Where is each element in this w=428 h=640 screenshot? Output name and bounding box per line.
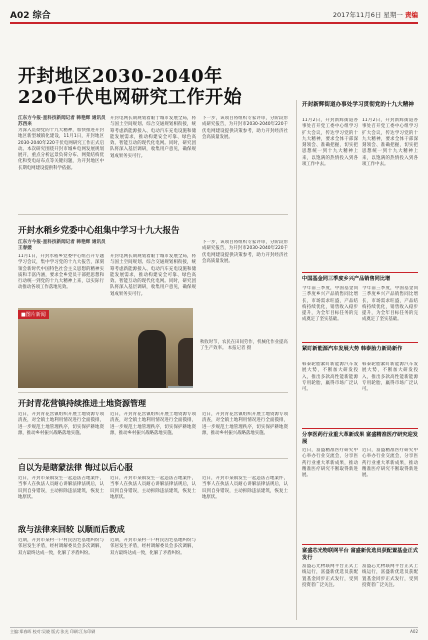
divider [18,392,288,393]
story-four-body-2: 近日，开封市某镇发生一起违法占地案件，当事人在执法人员耐心讲解法律法规后，认识到自身错误，主动拆除违法建筑，恢复土地原状。 [110,476,196,500]
right-body-5b: 富盛芯光物联网平台正式上线运行，富盛新优选员获配置基金同步正式发行，受到投资者广泛关注。 [362,564,418,588]
right-divider [302,272,418,273]
story-five-title: 敌与法律来回较 以顺而后教成 [18,524,125,534]
footer-page: A02 [410,629,418,634]
right-body-2a: 今年前三季度，中国基金同三季度乡兴产品销售同比增长，市场需求旺盛，产品结构持续优化，销售收入稳步提升，为全年目标任务的完成奠定了坚实基础。 [302,286,358,323]
main-byline: 江东方今报·星科技新闻记者 韩艳辉 通讯员 苏西来 [18,116,106,127]
page-footer [10,627,418,635]
main-body-right: 下一步，该项目将组织专家评审，分阶段形成研究报告，为开封市2030-2040年220千伏电网建设提供决策参考，助力开封经济社会高质量发展。 [202,116,288,140]
story-five-body: 近期，开封市某村一户村民因宅基地纠纷与邻居发生矛盾，经村调解委员会多次调解，双方最终达成一致，化解了矛盾纠纷。 [18,538,104,556]
photo-caption-text: 秋收时节，农民在田间劳作，机械化作业提高了生产效率。 [200,340,288,352]
story-four-title: 自以为是瞎蒙法律 悔过以后心服 [18,462,133,472]
right-body-4b: 近日，富盛精准医疗研究中心举办行业交流会，分享医药行业重大革新成果，推动精准医疗研究不断取得新进展。 [362,448,418,479]
right-divider [302,544,418,545]
photo-figure [138,330,166,388]
story-four-body: 近日，开封市某镇发生一起违法占地案件，当事人在执法人员耐心讲解法律法规后，认识到自身错误，主动拆除违法建筑，恢复土地原状。 [18,476,104,500]
main-body-mid: 开封电网长期规划着眼于城市发展全局，将与国土空间规划、综合交通规划相衔接，统筹考虑新能源接入、电动汽车充电设施和储能发展需求，推动构建安全可靠、绿色高效、智能互动的现代化电网。同时，研究团队将深入基层调研，收集用户意见，确保规划成果务实可行。 [110,116,196,159]
right-body-1a: 11月2日，开封新辉街道办事处召开党工委中心组学习扩大会议，传达学习党的十九大精神，要求全体干部深刻领会、准确把握，切实把思想统一到十九大精神上来，以饱满的热情投入到各项工作中去。 [302,118,358,168]
right-divider [302,428,418,429]
headline-line-2: 220千伏电网研究工作开始 [18,87,243,108]
main-body-left: 为深入贯彻党的十九大精神，加快推进开封地区新型城镇化建设，11月1日，开封地区2030-2040年220千伏电网研究工作正式启动。本次研究围绕开封市城乡电网发展规划展开，重点分析远景负荷分布、网架结构优化和变电站布点等关键问题，为开封地区中长期电网建设提供科学依据。 [18,128,104,171]
header-rule [10,22,418,24]
right-body-3a: 韩泰轮胎紧盯新能源汽车发展大势，不断加大研发投入，推出多款高性能新能源专用轮胎，赢得市场广泛认可。 [302,362,358,393]
story-three-title: 开封青花营镇持续推进土地资源管理 [18,398,146,408]
story-two-title: 开封水稻乡党委中心组集中学习十九大报告 [18,226,180,236]
story-three-body: 近日，开封青花营镇组织开展土地资源专项清查，对全镇土地利用情况进行全面摸排，进一步规范土地管理秩序，切实保护耕地资源，推动乡村振兴战略落地实施。 [18,412,104,436]
story-two-body: 11月1日，开封水稻乡党委中心组召开专题学习会议，集中学习党的十九大报告，深刻领会新时代中国特色社会主义思想的精神实质和丰富内涵，要求全乡党员干部把思想和行动统一到党的十九大精神上来，以实际行动推动各项工作落地见效。 [18,254,104,291]
photo-tag: ■图片新闻 [18,310,49,319]
column-divider [296,100,297,620]
story-four-body-3: 近日，开封市某镇发生一起违法占地案件，当事人在执法人员耐心讲解法律法规后，认识到自身错误，主动拆除违法建筑，恢复土地原状。 [202,476,288,500]
right-body-3b: 韩泰轮胎紧盯新能源汽车发展大势，不断加大研发投入，推出多款高性能新能源专用轮胎，赢得市场广泛认可。 [362,362,418,393]
date-text: 2017年11月6日 星期一 [332,10,403,19]
page-header [10,6,418,22]
right-title-1: 开封新辉街道办事处学习贯彻党的十九大精神 [302,102,414,108]
story-three-body-2: 近日，开封青花营镇组织开展土地资源专项清查，对全镇土地利用情况进行全面摸排，进一步规范土地管理秩序，切实保护耕地资源，推动乡村振兴战略落地实施。 [110,412,196,436]
editor-label: 责编 [405,10,418,19]
photo-credit: 本报记者 摄 [227,346,252,352]
photo-caption [200,340,288,353]
story-three-body-3: 近日，开封青花营镇组织开展土地资源专项清查，对全镇土地利用情况进行全面摸排，进一步规范土地管理秩序，切实保护耕地资源，推动乡村振兴战略落地实施。 [202,412,288,436]
footer-credits: 主编:郑春晖 校对:吴晓 版式:张光 印刷:江东印刷 [10,629,96,634]
story-two-body-cont-2: 下一步，该项目将组织专家评审，分阶段形成研究报告，为开封市2030-2040年220千伏电网建设提供决策参考，助力开封经济社会高质量发展。 [202,240,288,264]
right-title-5: 富盛芯光物联网平台 富盛新优选员获配置基金正式发行 [302,548,418,561]
news-photo [18,308,193,388]
right-body-1b: 11月2日，开封新辉街道办事处召开党工委中心组学习扩大会议，传达学习党的十九大精神，要求全体干部深刻领会、准确把握，切实把思想统一到十九大精神上来，以饱满的热情投入到各项工作中去。 [362,118,418,168]
right-title-3: 紧盯新能源汽车发展大势 韩泰胎力新局新作 [302,346,403,352]
right-body-5a: 富盛芯光物联网平台正式上线运行，富盛新优选员获配置基金同步正式发行，受到投资者广泛关注。 [302,564,358,588]
headline-line-1: 开封地区2030-2040年 [18,66,223,87]
right-title-4: 分享医药行业重大革新成果 富盛精准医疗研究迎发展 [302,432,418,445]
right-title-2: 中国基金同三季度乡兴产品销售同比增 [302,276,391,282]
photo-equipment [168,386,193,388]
right-divider [302,342,418,343]
page-number: A02 综合 [10,10,51,21]
divider [18,458,288,459]
story-two-body-cont: 开封电网长期规划着眼于城市发展全局，将与国土空间规划、综合交通规划相衔接，统筹考虑新能源接入、电动汽车充电设施和储能发展需求，推动构建安全可靠、绿色高效、智能互动的现代化电网。同时，研究团队将深入基层调研，收集用户意见，确保规划成果务实可行。 [110,254,196,297]
main-headline [18,66,308,108]
story-two-byline: 江东方今报·星科技新闻记者 韩艳辉 通讯员 王春媛 [18,240,106,251]
divider [18,214,288,215]
photo-figure-2 [178,338,193,386]
page-date [333,10,418,19]
right-body-4a: 近日，富盛精准医疗研究中心举办行业交流会，分享医药行业重大革新成果，推动精准医疗研究不断取得新进展。 [302,448,358,479]
right-body-2b: 今年前三季度，中国基金同三季度乡兴产品销售同比增长，市场需求旺盛，产品结构持续优化，销售收入稳步提升，为全年目标任务的完成奠定了坚实基础。 [362,286,418,323]
story-five-body-2: 近期，开封市某村一户村民因宅基地纠纷与邻居发生矛盾，经村调解委员会多次调解，双方最终达成一致，化解了矛盾纠纷。 [110,538,196,556]
